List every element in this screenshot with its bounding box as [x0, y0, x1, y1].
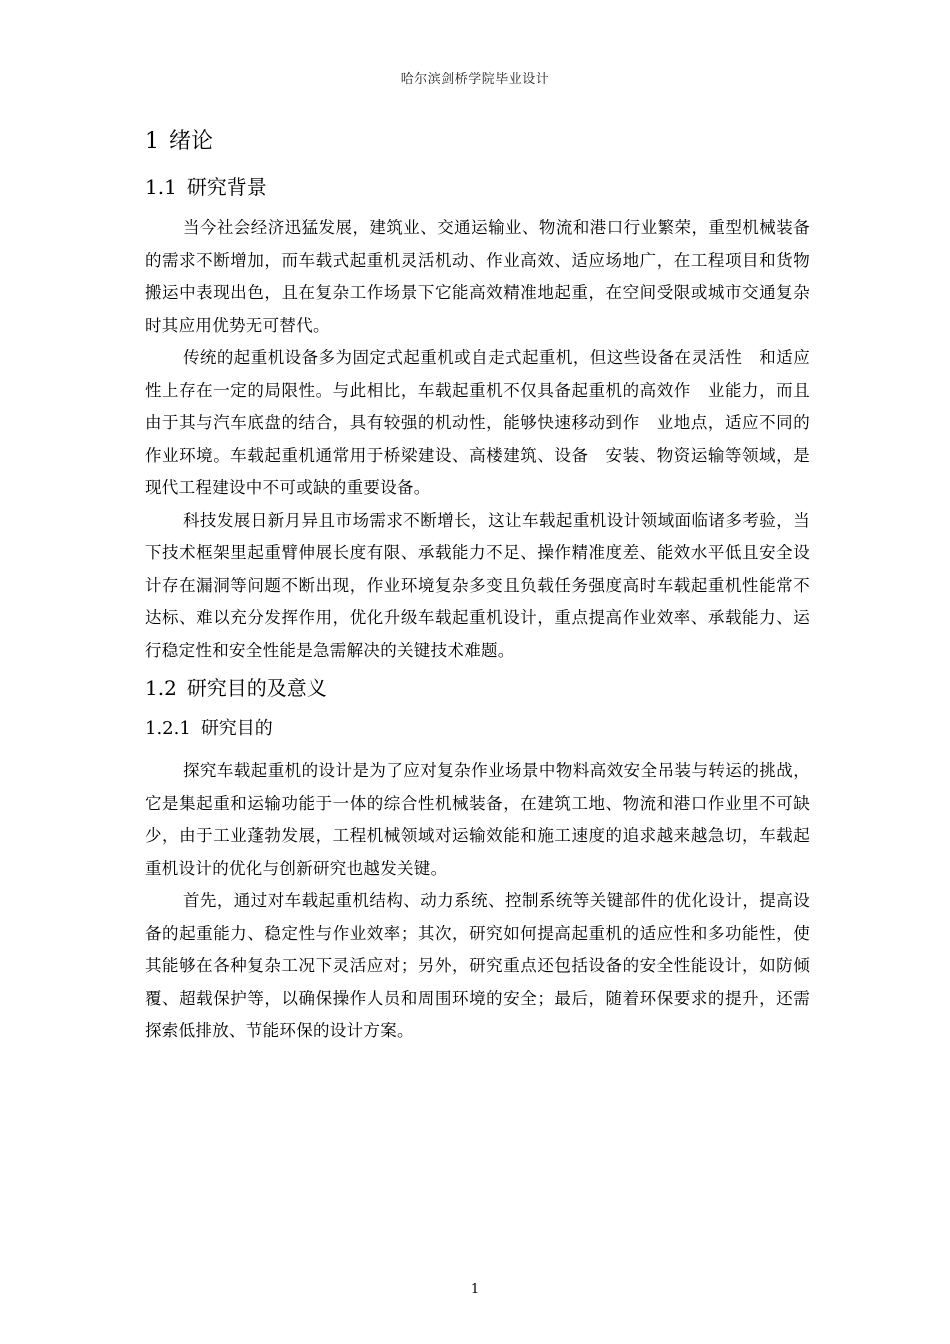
paragraph-background-2: 传统的起重机设备多为固定式起重机或自走式起重机，但这些设备在灵活性 和适应性上存在一定的局限性。与此相比，车载起重机不仅具备起重机的高效作 业能力，而且由于其与汽车底盘的结合，具有较强的机动性，能够快速移动到作 业地点，适应不同的作业环境。车载起重机通常用于桥梁建设、高楼建筑、设备 安装、物资运输等领域，是现代工程建设中不可或缺的重要设备。	[145, 348, 810, 497]
chapter-number: 1	[145, 129, 159, 154]
paragraph-background-3: 科技发展日新月异且市场需求不断增长，这让车载起重机设计领域面临诸多考验，当下技术框架里起重臂伸展长度有限、承载能力不足、操作精准度差、能效水平低且安全设计存在漏洞等问题不断出现，作业环境复杂多变且负载任务强度高时车载起重机性能常不达标、难以充分发挥作用，优化升级车载起重机设计，重点提高作业效率、承载能力、运行稳定性和安全性能是急需解决的关键技术难题。	[145, 510, 810, 660]
section-number: 1.1	[145, 175, 177, 199]
subsection-heading-1-2-1	[145, 713, 810, 745]
subsection-title: 研究目的	[200, 718, 273, 739]
running-header: 哈尔滨剑桥学院毕业设计	[400, 72, 550, 87]
page-number: 1	[470, 1282, 480, 1297]
header-rule	[145, 98, 810, 99]
section-heading-1-2	[145, 671, 810, 705]
paragraph-purpose-2: 首先，通过对车载起重机结构、动力系统、控制系统等关键部件的优化设计，提高设备的起重能力、稳定性与作业效率；其次，研究如何提高起重机的适应性和多功能性，使其能够在各种复杂工况下灵活应对；另外，研究重点还包括设备的安全性能设计，如防倾覆、超载保护等，以确保操作人员和周围环境的安全；最后，随着环保要求的提升，还需探索低排放、节能环保的设计方案。	[145, 891, 810, 1040]
section-heading-1-1	[145, 170, 810, 204]
chapter-heading	[145, 124, 810, 160]
page-content	[145, 124, 810, 1048]
paragraph-purpose-1: 探究车载起重机的设计是为了应对复杂作业场景中物料高效安全吊装与转运的挑战，它是集起重和运输功能于一体的综合性机械装备，在建筑工地、物流和港口作业里不可缺少，由于工业蓬勃发展，工程机械领域对运输效能和施工速度的追求越来越急切，车载起重机设计的优化与创新研究也越发关键。	[145, 761, 810, 878]
section-number: 1.2	[145, 676, 177, 700]
section-title: 研究目的及意义	[186, 676, 327, 700]
section-title: 研究背景	[186, 175, 267, 199]
subsection-number: 1.2.1	[145, 718, 191, 739]
paragraph-background-1: 当今社会经济迅猛发展，建筑业、交通运输业、物流和港口行业繁荣，重型机械装备的需求不断增加，而车载式起重机灵活机动、作业高效、适应场地广，在工程项目和货物搬运中表现出色，且在复杂工作场景下它能高效精准地起重，在空间受限或城市交通复杂时其应用优势无可替代。	[145, 218, 810, 335]
chapter-title: 绪论	[169, 129, 214, 154]
